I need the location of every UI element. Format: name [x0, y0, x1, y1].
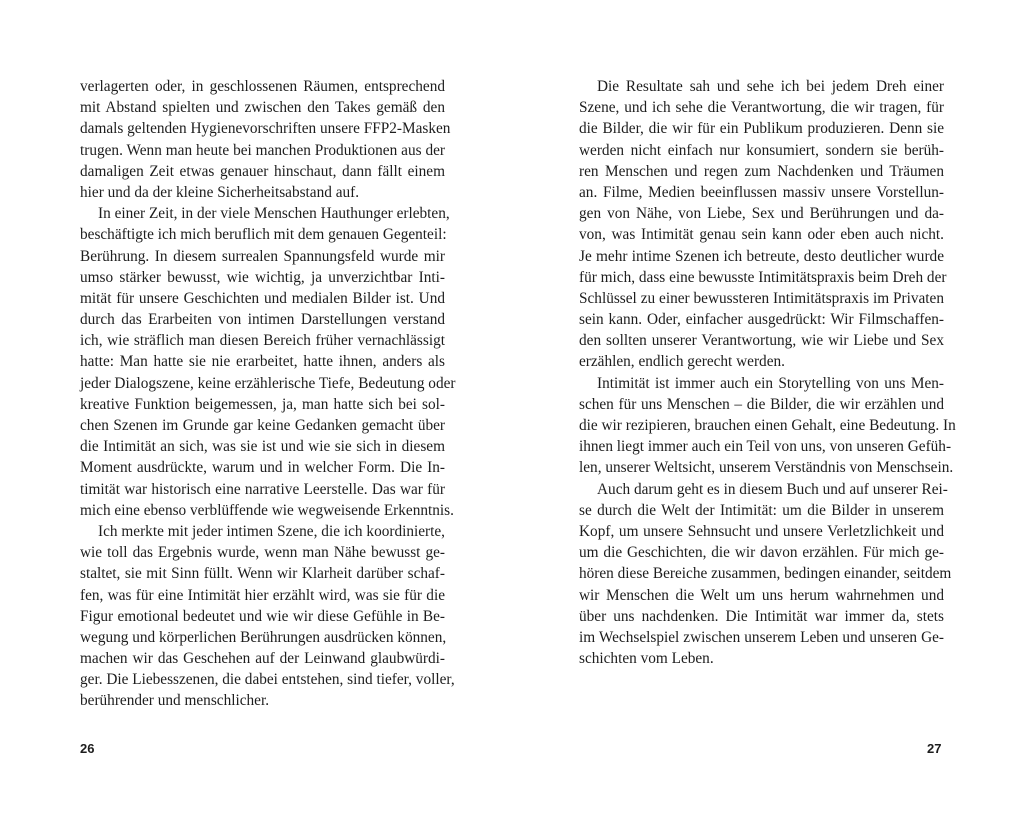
text-line: umso stärker bewusst, wie wichtig, ja unverzichtbar Inti-	[80, 268, 445, 286]
text-line: Je mehr intime Szenen ich betreute, desto deutlicher wurde	[579, 247, 944, 265]
text-line: damals geltenden Hygienevorschriften unsere FFP2-Masken	[80, 120, 451, 138]
text-line: Ich merkte mit jeder intimen Szene, die ich koordinierte,	[98, 522, 445, 540]
page-number-right: 27	[927, 741, 942, 756]
text-line: mit Abstand spielten und zwischen den Takes gemäß den	[80, 99, 445, 117]
text-line: fen, was für eine Intimität hier erzählt wird, was sie für die	[80, 586, 445, 604]
text-line: schichten vom Leben.	[579, 650, 714, 668]
text-line: die Bilder, die wir für ein Publikum produzieren. Denn sie	[579, 120, 944, 138]
text-line: werden nicht einfach nur konsumiert, sondern sie berüh-	[579, 141, 944, 159]
text-line: damaligen Zeit etwas genauer hinschaut, dann fällt einem	[80, 162, 445, 180]
text-line: wegung und körperlichen Berührungen ausdrücken können,	[80, 628, 447, 646]
text-line: ihnen liegt immer auch ein Teil von uns, von unseren Gefüh-	[579, 438, 952, 456]
text-line: wie toll das Ergebnis wurde, wenn man Nähe bewusst ge-	[80, 544, 445, 562]
text-line: die Intimität an sich, was sie ist und wie sie sich in diesem	[80, 438, 445, 456]
text-line: für mich, dass eine bewusste Intimitätspraxis beim Dreh der	[579, 268, 947, 286]
text-line: erzählen, endlich gerecht werden.	[579, 353, 785, 371]
text-line: jeder Dialogszene, keine erzählerische Tiefe, Bedeutung oder	[80, 374, 456, 392]
text-line: ich, wie sträflich man diesen Bereich früher vernachlässigt	[80, 332, 445, 350]
right-page-text	[579, 76, 956, 669]
text-line: mich eine ebenso verblüffende wie wegweisende Erkenntnis.	[80, 501, 454, 519]
text-line: um die Geschichten, die wir davon erzählen. Für mich ge-	[579, 544, 944, 562]
right-page	[510, 0, 1020, 813]
text-line: Figur emotional bedeutet und wie wir diese Gefühle in Be-	[80, 607, 445, 625]
text-line: im Wechselspiel zwischen unserem Leben und unseren Ge-	[579, 628, 944, 646]
text-line: gen von Nähe, von Liebe, Sex und Berührungen und da-	[579, 205, 944, 223]
text-line: hören diese Bereiche zusammen, bedingen einander, seitdem	[579, 565, 952, 583]
text-line: ren Menschen und regen zum Nachdenken und Träumen	[579, 162, 944, 180]
text-line: wir Menschen die Welt um uns herum wahrnehmen und	[579, 586, 944, 604]
text-line: ger. Die Liebesszenen, die dabei entstehen, sind tiefer, voller,	[80, 671, 455, 689]
text-line: an. Filme, Medien beeinflussen massiv unsere Vorstellun-	[579, 183, 944, 201]
text-line: Intimität ist immer auch ein Storytelling von uns Men-	[597, 374, 944, 392]
text-line: verlagerten oder, in geschlossenen Räumen, entsprechend	[80, 78, 445, 95]
text-line: Schlüssel zu einer bewussteren Intimitätspraxis im Privaten	[579, 289, 944, 307]
text-line: chen Szenen im Grunde gar keine Gedanken gemacht über	[80, 417, 445, 434]
text-line: die wir rezipieren, brauchen einen Gehalt, eine Bedeutung. In	[579, 417, 956, 434]
text-line: Auch darum geht es in diesem Buch und auf unserer Rei-	[597, 480, 948, 498]
text-line: kreative Funktion beigemessen, ja, man hatte sich bei sol-	[80, 395, 445, 413]
text-line: Berührung. In diesem surrealen Spannungsfeld wurde mir	[80, 247, 445, 265]
text-line: von, was Intimität genau sein kann oder eben auch nicht.	[579, 226, 944, 244]
text-line: mität für unsere Geschichten und medialen Bilder ist. Und	[80, 289, 445, 307]
text-line: trugen. Wenn man heute bei manchen Produktionen aus der	[80, 141, 445, 159]
text-line: Kopf, um unsere Sehnsucht und unsere Verletzlichkeit und	[579, 522, 944, 540]
text-line: timität war historisch eine narrative Leerstelle. Das war für	[80, 480, 445, 498]
text-line: staltet, sie mit Sinn füllt. Wenn wir Klarheit darüber schaf-	[80, 565, 445, 583]
text-line: hatte: Man hatte sie nie erarbeitet, hatte ihnen, anders als	[80, 353, 445, 371]
text-line: In einer Zeit, in der viele Menschen Hauthunger erlebten,	[98, 205, 450, 223]
text-line: machen wir das Geschehen auf der Leinwand glaubwürdi-	[80, 650, 445, 668]
page-number-left: 26	[80, 741, 95, 756]
text-line: se durch die Welt der Intimität: um die Bilder in unserem	[579, 501, 944, 519]
text-line: Die Resultate sah und sehe ich bei jedem Dreh einer	[597, 78, 944, 95]
text-line: berührender und menschlicher.	[80, 692, 270, 710]
text-line: Szene, und ich sehe die Verantwortung, die wir tragen, für	[579, 99, 944, 117]
text-line: hier und da der kleine Sicherheitsabstand auf.	[80, 183, 360, 201]
text-line: den sollten unserer Verantwortung, wie wir Liebe und Sex	[579, 332, 944, 350]
text-line: über uns nachdenken. Die Intimität war immer da, stets	[579, 607, 944, 625]
text-line: len, unserer Weltsicht, unserem Verständnis von Menschsein.	[579, 459, 954, 477]
text-line: durch das Erarbeiten von intimen Darstellungen verstand	[80, 311, 445, 329]
text-line: Moment ausdrückte, warum und in welcher Form. Die In-	[80, 459, 445, 477]
left-page-text	[80, 76, 456, 712]
text-line: schen für uns Menschen – die Bilder, die wir erzählen und	[579, 395, 944, 413]
text-line: sein kann. Oder, einfacher ausgedrückt: Wir Filmschaffen-	[579, 311, 944, 329]
text-line: beschäftigte ich mich beruflich mit dem genauen Gegenteil:	[80, 226, 447, 244]
